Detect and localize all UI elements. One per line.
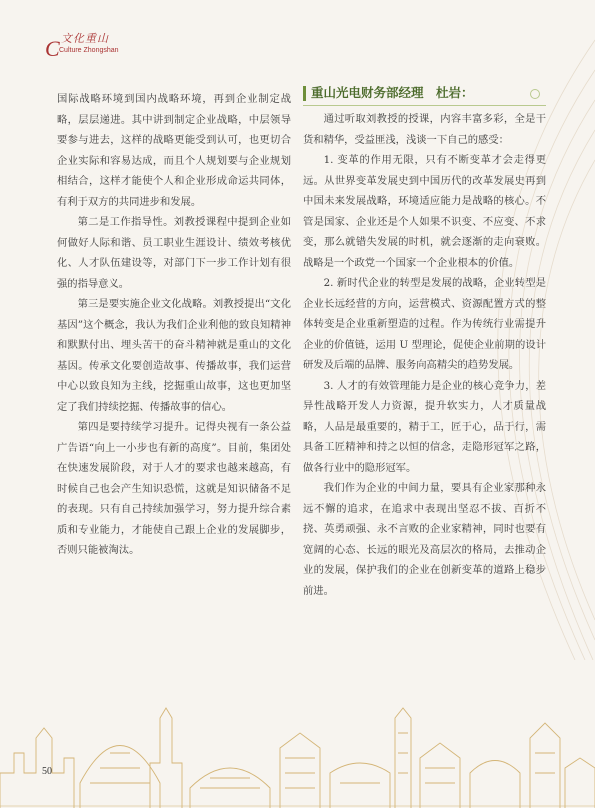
city-skyline-illustration bbox=[0, 678, 595, 808]
paragraph: 第三是要实施企业文化战略。刘教授提出“文化基因”这个概念，我认为我们企业利他的致良知精神和默默付出、埋头苦干的奋斗精神就是重山的文化基因。传承文化要创造故事、传播故事，我们运营中心以致良知为主线，挖掘重山故事，这也更加坚定了我们持续挖掘、传播故事的信心。 bbox=[57, 298, 291, 413]
paragraph: 通过听取刘教授的授课，内容丰富多彩，全是干货和精华，受益匪浅，浅谈一下自己的感受： bbox=[303, 113, 546, 146]
heading-accent-bar bbox=[303, 86, 306, 101]
heading-dot-ornament bbox=[530, 89, 540, 99]
logo-text-cn: 文化重山 bbox=[61, 32, 109, 45]
logo-text-en: Culture Zhongshan bbox=[59, 47, 119, 54]
paragraph: 我们作为企业的中间力量，要具有企业家那种永远不懈的追求，在追求中表现出坚忍不拔、百折不挠、英勇顽强、永不言败的企业家精神，同时也要有宽阔的心态、长远的眼光及高层次的格局，去推动企业的发展，保护我们的企业在创新变革的道路上稳步前进。 bbox=[303, 482, 546, 597]
left-column bbox=[57, 89, 291, 561]
page-number: 50 bbox=[42, 766, 52, 777]
header-logo bbox=[45, 30, 119, 61]
section-heading bbox=[303, 83, 546, 106]
paragraph: 1. 变革的作用无限，只有不断变革才会走得更远。从世界变革发展史到中国历代的改革发展史再到中国未来发展战略，环境适应能力是战略的核心。不管是国家、企业还是个人如果不识变、不应变、不求变，那么就错失发展的时机，就会逐渐的走向衰败。战略是一个政党一个国家一个企业根本的价值。 bbox=[303, 154, 546, 269]
paragraph: 第四是要持续学习提升。记得央视有一条公益广告语“向上一小步也有新的高度”。目前，集团处在快速发展阶段，对于人才的要求也越来越高，有时候自己也会产生知识恐慌，这就是知识储备不足的表现。只有自己持续加强学习，努力提升综合素质和专业能力，才能使自己跟上企业的发展脚步，否则只能被淘汰。 bbox=[57, 421, 291, 556]
paragraph: 第二是工作指导性。刘教授课程中提到企业如何做好人际和谐、员工职业生涯设计、绩效考核优化、人才队伍建设等，对部门下一步工作计划有很强的指导意义。 bbox=[57, 216, 291, 290]
paragraph: 国际战略环境到国内战略环境，再到企业制定战略，层层递进。其中讲到制定企业战略，中层领导要参与进去，这样的战略更能受到认可，也更切合企业实际和容易达成，而且个人规划要与企业规划相结合，这样才能使个人和企业形成命运共同体，有利于双方的共同进步和发展。 bbox=[57, 93, 291, 208]
logo-mark: C bbox=[45, 36, 60, 61]
section-heading-title: 重山光电财务部经理 杜岩： bbox=[311, 85, 474, 100]
paragraph: 3. 人才的有效管理能力是企业的核心竞争力，差异性战略开发人力资源，提升软实力，人才质量战略，人品是最重要的，精于工，匠于心，品于行，需具备工匠精神和持之以恒的信念，走隐形冠军之路，做各行业中的隐形冠军。 bbox=[303, 379, 546, 474]
paragraph: 2. 新时代企业的转型是发展的战略，企业转型是企业长远经营的方向，运营模式、资源配置方式的整体转变是企业重新塑造的过程。作为传统行业需提升企业的价值链，运用 U 型理论，促使企业前期的设计研发及后端的品牌、服务向高精尖的趋势发展。 bbox=[303, 277, 546, 371]
right-column bbox=[303, 83, 546, 601]
